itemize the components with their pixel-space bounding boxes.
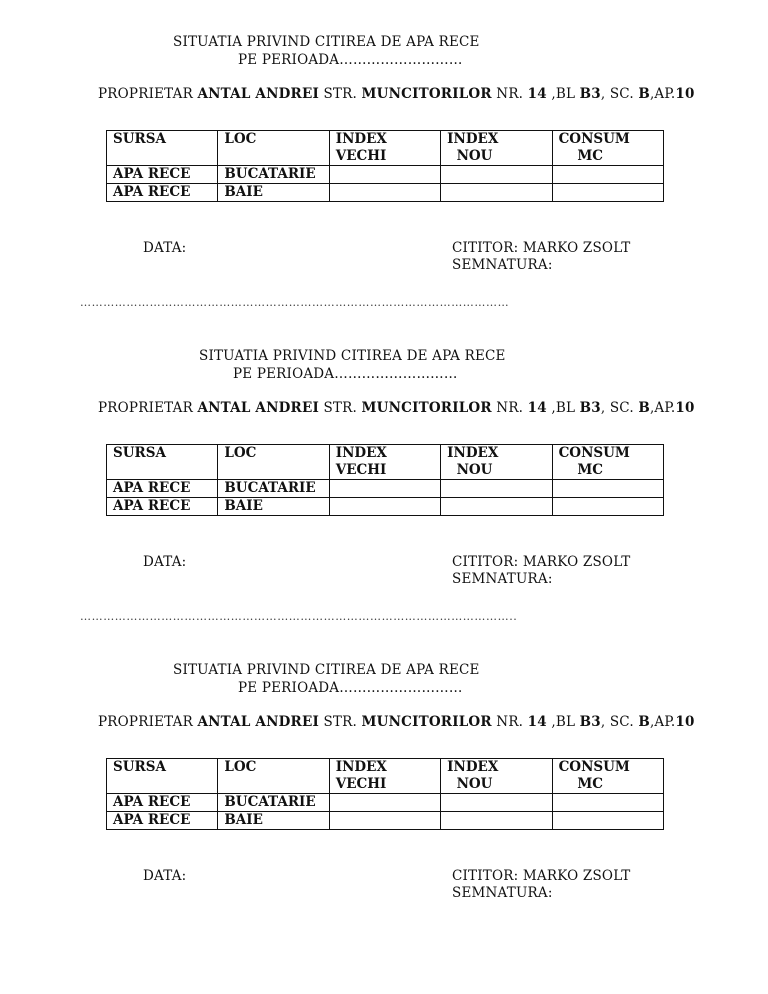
sc-value: B xyxy=(638,714,650,730)
owner-line xyxy=(98,714,695,730)
nr-value: 14 xyxy=(527,400,547,416)
ap-value: 10 xyxy=(675,86,695,102)
bl-value: B3 xyxy=(579,86,601,102)
signature-label: SEMNATURA: xyxy=(452,571,553,587)
header-consum: CONSUM MC xyxy=(552,759,663,794)
header-consum: CONSUM MC xyxy=(552,445,663,480)
cell-consum[interactable] xyxy=(552,184,663,202)
ap-value: 10 xyxy=(675,400,695,416)
table-header-row xyxy=(107,759,664,794)
cell-loc: BAIE xyxy=(218,812,329,830)
reading-form-1 xyxy=(0,34,768,348)
sc-label: , SC. xyxy=(600,86,639,102)
cell-index-nou[interactable] xyxy=(441,794,552,812)
cell-index-vechi[interactable] xyxy=(329,184,440,202)
header-index-vechi: INDEX VECHI xyxy=(329,131,440,166)
owner-name: ANTAL ANDREI xyxy=(197,86,319,102)
cell-loc: BUCATARIE xyxy=(218,480,329,498)
street-name: MUNCITORILOR xyxy=(361,714,492,730)
ap-label: ,AP. xyxy=(649,400,676,416)
header-sursa: SURSA xyxy=(107,759,218,794)
cell-consum[interactable] xyxy=(552,812,663,830)
cell-consum[interactable] xyxy=(552,166,663,184)
street-name: MUNCITORILOR xyxy=(361,400,492,416)
owner-line xyxy=(98,86,695,102)
table-row xyxy=(107,166,664,184)
sc-value: B xyxy=(638,86,650,102)
cell-consum[interactable] xyxy=(552,480,663,498)
table-row xyxy=(107,794,664,812)
cell-sursa: APA RECE xyxy=(107,794,218,812)
owner-name: ANTAL ANDREI xyxy=(197,714,319,730)
header-consum: CONSUM MC xyxy=(552,131,663,166)
cut-separator: ………………………………………………………………………………………………… xyxy=(80,296,510,309)
cell-index-nou[interactable] xyxy=(441,166,552,184)
sc-label: , SC. xyxy=(600,400,639,416)
header-loc: LOC xyxy=(218,445,329,480)
header-sursa: SURSA xyxy=(107,445,218,480)
nr-value: 14 xyxy=(527,86,547,102)
cell-sursa: APA RECE xyxy=(107,498,218,516)
cell-consum[interactable] xyxy=(552,498,663,516)
nr-label: NR. xyxy=(491,714,528,730)
cell-sursa: APA RECE xyxy=(107,812,218,830)
cell-loc: BAIE xyxy=(218,184,329,202)
cell-index-vechi[interactable] xyxy=(329,812,440,830)
readings-table xyxy=(106,130,664,202)
cell-loc: BUCATARIE xyxy=(218,794,329,812)
owner-label: PROPRIETAR xyxy=(98,400,198,416)
sc-value: B xyxy=(638,400,650,416)
bl-label: ,BL xyxy=(546,714,580,730)
header-index-vechi: INDEX VECHI xyxy=(329,445,440,480)
bl-value: B3 xyxy=(579,714,601,730)
date-label: DATA: xyxy=(143,868,187,884)
owner-label: PROPRIETAR xyxy=(98,714,198,730)
form-period: PE PERIOADA……………………… xyxy=(233,366,458,382)
cell-consum[interactable] xyxy=(552,794,663,812)
reader-name: CITITOR: MARKO ZSOLT xyxy=(452,868,631,884)
street-name: MUNCITORILOR xyxy=(361,86,492,102)
cell-loc: BUCATARIE xyxy=(218,166,329,184)
street-label: STR. xyxy=(318,86,362,102)
cell-loc: BAIE xyxy=(218,498,329,516)
reader-name: CITITOR: MARKO ZSOLT xyxy=(452,554,631,570)
header-loc: LOC xyxy=(218,131,329,166)
table-row xyxy=(107,184,664,202)
owner-name: ANTAL ANDREI xyxy=(197,400,319,416)
cell-index-nou[interactable] xyxy=(441,498,552,516)
owner-label: PROPRIETAR xyxy=(98,86,198,102)
nr-value: 14 xyxy=(527,714,547,730)
bl-value: B3 xyxy=(579,400,601,416)
cell-index-vechi[interactable] xyxy=(329,480,440,498)
form-period: PE PERIOADA……………………… xyxy=(238,680,463,696)
street-label: STR. xyxy=(318,714,362,730)
cell-index-nou[interactable] xyxy=(441,812,552,830)
ap-label: ,AP. xyxy=(649,714,676,730)
cell-sursa: APA RECE xyxy=(107,166,218,184)
reader-name: CITITOR: MARKO ZSOLT xyxy=(452,240,631,256)
street-label: STR. xyxy=(318,400,362,416)
reading-form-2 xyxy=(0,348,768,662)
header-sursa: SURSA xyxy=(107,131,218,166)
cell-index-vechi[interactable] xyxy=(329,166,440,184)
cut-separator: ………………………………………………………………………………………………….. xyxy=(80,610,518,623)
form-title: SITUATIA PRIVIND CITIREA DE APA RECE xyxy=(199,348,506,364)
bl-label: ,BL xyxy=(546,86,580,102)
readings-table xyxy=(106,758,664,830)
ap-label: ,AP. xyxy=(649,86,676,102)
cell-sursa: APA RECE xyxy=(107,184,218,202)
cell-sursa: APA RECE xyxy=(107,480,218,498)
header-index-nou: INDEX NOU xyxy=(441,759,552,794)
form-title: SITUATIA PRIVIND CITIREA DE APA RECE xyxy=(173,34,480,50)
cell-index-vechi[interactable] xyxy=(329,498,440,516)
cell-index-nou[interactable] xyxy=(441,184,552,202)
header-index-vechi: INDEX VECHI xyxy=(329,759,440,794)
signature-label: SEMNATURA: xyxy=(452,257,553,273)
form-period: PE PERIOADA……………………… xyxy=(238,52,463,68)
cell-index-vechi[interactable] xyxy=(329,794,440,812)
date-label: DATA: xyxy=(143,240,187,256)
date-label: DATA: xyxy=(143,554,187,570)
form-title: SITUATIA PRIVIND CITIREA DE APA RECE xyxy=(173,662,480,678)
table-row xyxy=(107,812,664,830)
reading-form-3 xyxy=(0,662,768,976)
table-row xyxy=(107,498,664,516)
sc-label: , SC. xyxy=(600,714,639,730)
nr-label: NR. xyxy=(491,86,528,102)
signature-label: SEMNATURA: xyxy=(452,885,553,901)
cell-index-nou[interactable] xyxy=(441,480,552,498)
owner-line xyxy=(98,400,695,416)
table-header-row xyxy=(107,445,664,480)
header-index-nou: INDEX NOU xyxy=(441,131,552,166)
header-loc: LOC xyxy=(218,759,329,794)
table-header-row xyxy=(107,131,664,166)
ap-value: 10 xyxy=(675,714,695,730)
readings-table xyxy=(106,444,664,516)
table-row xyxy=(107,480,664,498)
bl-label: ,BL xyxy=(546,400,580,416)
header-index-nou: INDEX NOU xyxy=(441,445,552,480)
nr-label: NR. xyxy=(491,400,528,416)
